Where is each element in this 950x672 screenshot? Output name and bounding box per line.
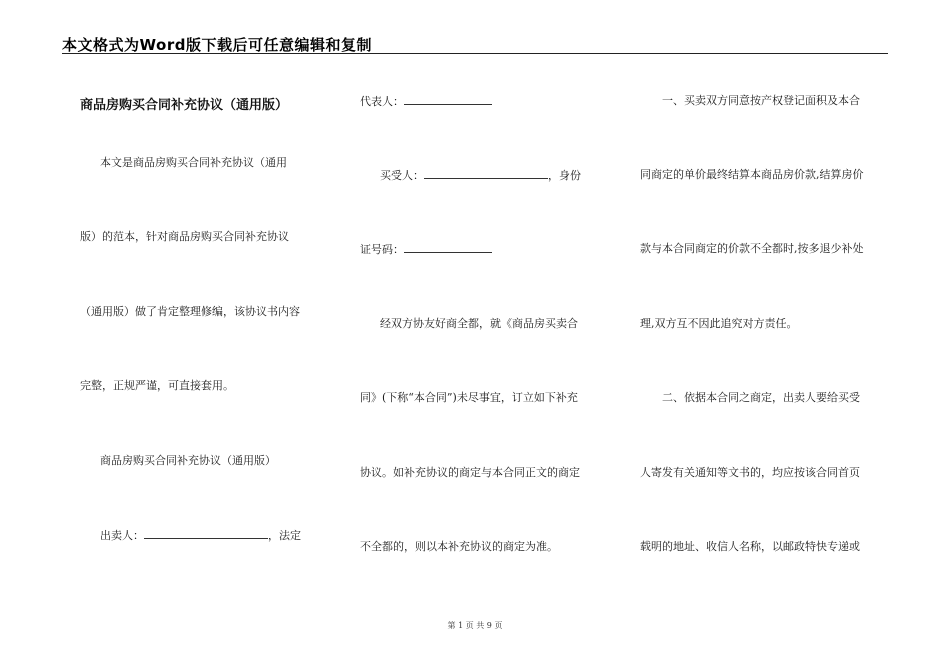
page-number-footer: 第 1 页 共 9 页 [447, 621, 503, 630]
intro-line-4: 完整，正规严谨，可直接套用。 [80, 379, 234, 392]
paragraph-line-2: 同》(下称“本合同”)未尽事宜，订立如下补充 [360, 391, 578, 404]
clause-line-4: 理,双方互不因此追究对方责任。 [640, 317, 798, 330]
intro-line-1: 本文是商品房购买合同补充协议（通用 [100, 156, 287, 169]
id-number-blank [404, 242, 492, 253]
buyer-line [380, 168, 581, 183]
intro-line-2: 版）的范本，针对商品房购买合同补充协议 [80, 230, 289, 243]
paragraph-line-3: 协议。如补充协议的商定与本合同正文的商定 [360, 466, 580, 479]
seller-line [100, 528, 301, 543]
clause-line-6: 人寄发有关通知等文书的，均应按该合同首页 [640, 466, 860, 479]
seller-blank [144, 528, 268, 539]
clause-line-5: 二、依据本合同之商定，出卖人要给买受 [662, 391, 860, 404]
agreement-subtitle: 商品房购买合同补充协议（通用版） [100, 454, 276, 467]
clause-line-2: 同商定的单价最终结算本商品房价款,结算房价 [640, 168, 864, 181]
representative-blank [404, 94, 492, 105]
clause-line-3: 款与本合同商定的价款不全都时,按多退少补处 [640, 242, 864, 255]
buyer-blank [424, 168, 548, 179]
document-title: 商品房购买合同补充协议（通用版） [80, 98, 289, 113]
representative-line [360, 94, 492, 109]
id-number-line [360, 242, 492, 257]
clause-line-7: 载明的地址、收信人名称，以邮政特快专递或 [640, 540, 860, 553]
clause-line-1: 一、买卖双方同意按产权登记面积及本合 [662, 94, 860, 107]
buyer-label: 买受人： [380, 169, 424, 182]
intro-line-3: （通用版）做了肯定整理修编，该协议书内容 [80, 305, 300, 318]
seller-label: 出卖人： [100, 529, 144, 542]
id-number-label: 证号码： [360, 243, 404, 256]
buyer-suffix: ，身份 [548, 169, 581, 182]
representative-label: 代表人： [360, 95, 404, 108]
seller-suffix: ，法定 [268, 529, 301, 542]
paragraph-line-4: 不全都的，则以本补充协议的商定为准。 [360, 540, 558, 553]
paragraph-line-1: 经双方协友好商全都，就《商品房买卖合 [380, 317, 578, 330]
header-divider [62, 53, 888, 54]
page-header-title: 本文格式为Word版下载后可任意编辑和复制 [62, 36, 372, 54]
